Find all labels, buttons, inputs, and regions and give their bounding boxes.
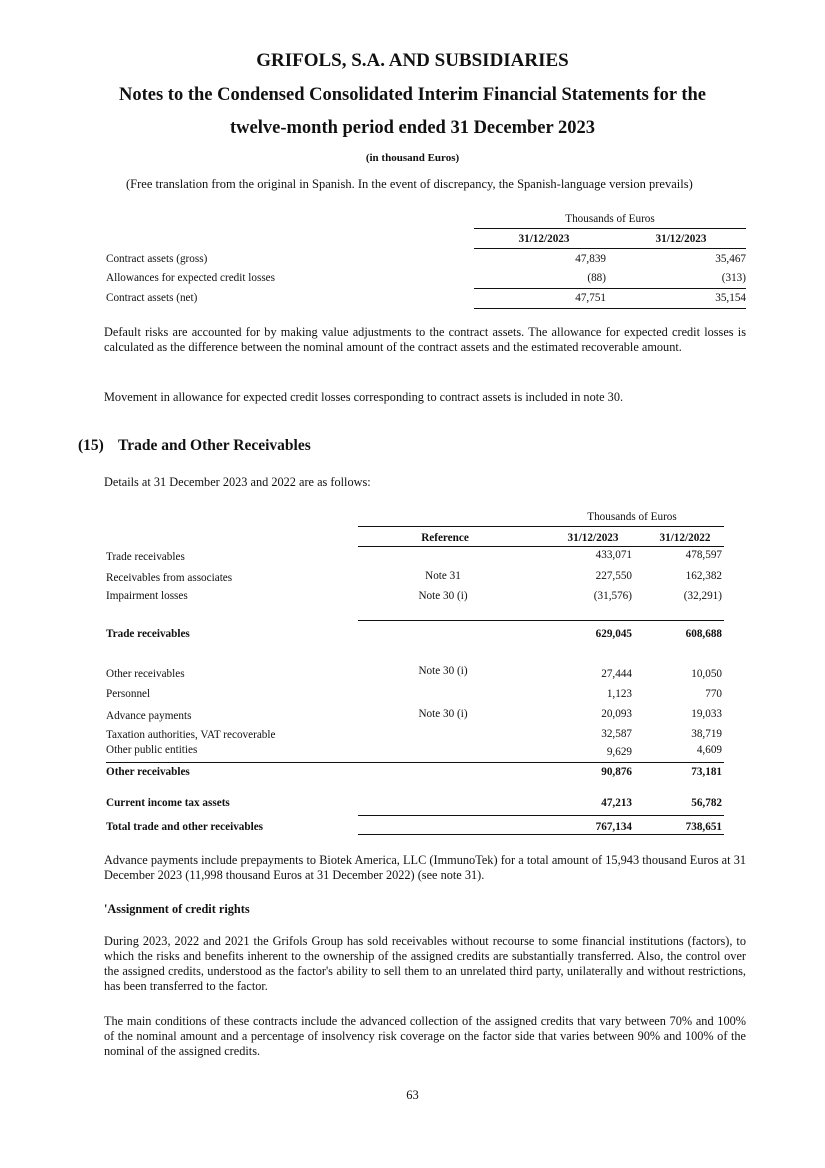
table-cell: 56,782 — [691, 797, 722, 809]
table-cell: 32,587 — [601, 728, 632, 740]
table2-col1-header: 31/12/2023 — [567, 532, 619, 544]
table-cell: 35,154 — [715, 292, 746, 304]
table-cell: (313) — [721, 272, 746, 284]
table-row-label: Allowances for expected credit losses — [106, 272, 275, 284]
page-title-line1: Notes to the Condensed Consolidated Interim Financial Statements for the — [118, 85, 706, 105]
table-cell-ref: Note 30 (i) — [418, 708, 468, 720]
table-cell: 38,719 — [691, 728, 722, 740]
table-cell: 47,839 — [575, 253, 606, 265]
paragraph-default-risks: Default risks are accounted for by making value adjustments to the contract assets. The allowance for expected credit losses is calculated as the difference between the nominal amount of the contract assets and the estimated recoverable amount. — [104, 325, 746, 354]
table2-col2-header: 31/12/2022 — [659, 532, 711, 544]
table1-col1-header: 31/12/2023 — [518, 233, 570, 245]
table-cell-ref: Note 30 (i) — [418, 590, 468, 602]
table-row-label: Impairment losses — [106, 590, 188, 602]
table-cell: 738,651 — [685, 821, 722, 833]
table-cell: 10,050 — [691, 668, 722, 680]
table-row-label: Other receivables — [106, 668, 185, 680]
table-cell: 19,033 — [691, 708, 722, 720]
table-row-label: Total trade and other receivables — [106, 821, 264, 833]
table-row-label: Current income tax assets — [106, 797, 230, 809]
table-cell: 47,213 — [601, 797, 632, 809]
table-cell: (88) — [587, 272, 606, 284]
table-row-label: Trade receivables — [106, 628, 190, 640]
table-row-label: Other receivables — [106, 766, 190, 778]
table-cell: 162,382 — [685, 570, 722, 582]
subheading-assignment: 'Assignment of credit rights — [104, 902, 250, 916]
table-row-label: Personnel — [106, 688, 151, 700]
section-title: Trade and Other Receivables — [118, 437, 311, 454]
table-cell-ref: Note 30 (i) — [418, 665, 468, 677]
table-cell: 433,071 — [595, 549, 632, 561]
table-cell: 90,876 — [601, 766, 632, 778]
table-row-label: Trade receivables — [106, 551, 185, 563]
table1-col2-header: 31/12/2023 — [655, 233, 707, 245]
page-number: 63 — [406, 1088, 419, 1102]
table-cell: (32,291) — [683, 590, 722, 602]
table-cell: 9,629 — [606, 746, 632, 758]
table-row-label: Contract assets (net) — [106, 292, 198, 304]
table-cell: 608,688 — [685, 628, 722, 640]
table2-group-header: Thousands of Euros — [587, 511, 677, 523]
table1-group-header: Thousands of Euros — [565, 213, 655, 225]
table-row-label: Receivables from associates — [106, 572, 233, 584]
table-cell: 770 — [705, 688, 722, 700]
paragraph-sold-receivables: During 2023, 2022 and 2021 the Grifols Group has sold receivables without recourse to some financial institutions (factors), to which the risks and benefits inherent to the ownership of the assigned credits are substantially transferred. Also, the control over the assigned credits, understood as the factor's ability to sell them to an unrelated third party, unilaterally and without restrictions, has been transferred to the factor. — [104, 934, 746, 993]
company-name: GRIFOLS, S.A. AND SUBSIDIARIES — [256, 50, 569, 71]
table-row-label: Other public entities — [106, 744, 198, 756]
table-cell: 629,045 — [595, 628, 632, 640]
paragraph-movement: Movement in allowance for expected credit losses corresponding to contract assets is included in note 30. — [104, 390, 624, 404]
units-note: (in thousand Euros) — [365, 152, 460, 164]
table-cell: 35,467 — [715, 253, 746, 265]
table-row-label: Taxation authorities, VAT recoverable — [106, 729, 276, 741]
table-cell: 4,609 — [696, 744, 722, 756]
table-cell: 20,093 — [601, 708, 632, 720]
table-row-label: Advance payments — [106, 710, 192, 722]
table-cell: 27,444 — [601, 668, 632, 680]
table-cell-ref: Note 31 — [425, 570, 461, 582]
paragraph-advance-payments: Advance payments include prepayments to Biotek America, LLC (ImmunoTek) for a total amount of 15,943 thousand Euros at 31 December 2023 (11,998 thousand Euros at 31 December 2022) (see note 31). — [104, 853, 746, 882]
section-number: (15) — [78, 437, 104, 454]
page-title-line2: twelve-month period ended 31 December 2023 — [230, 118, 595, 138]
table2-ref-header: Reference — [421, 532, 469, 544]
table-cell: 47,751 — [575, 292, 606, 304]
table-cell: 73,181 — [691, 766, 722, 778]
table-cell: 227,550 — [595, 570, 632, 582]
table-row-label: Contract assets (gross) — [106, 253, 208, 265]
table-cell: 478,597 — [685, 549, 722, 561]
section-intro: Details at 31 December 2023 and 2022 are as follows: — [104, 475, 371, 489]
paragraph-main-conditions: The main conditions of these contracts include the advanced collection of the assigned credits that vary between 70% and 100% of the nominal amount and a percentage of insolvency risk coverage on the factor side that varies between 90% and 100% of the nominal of the assigned credits. — [104, 1014, 746, 1058]
table-cell: (31,576) — [593, 590, 632, 602]
translation-note: (Free translation from the original in Spanish. In the event of discrepancy, the Spanish-language version prevails) — [126, 177, 693, 191]
table-cell: 767,134 — [595, 821, 632, 833]
table-cell: 1,123 — [606, 688, 632, 700]
